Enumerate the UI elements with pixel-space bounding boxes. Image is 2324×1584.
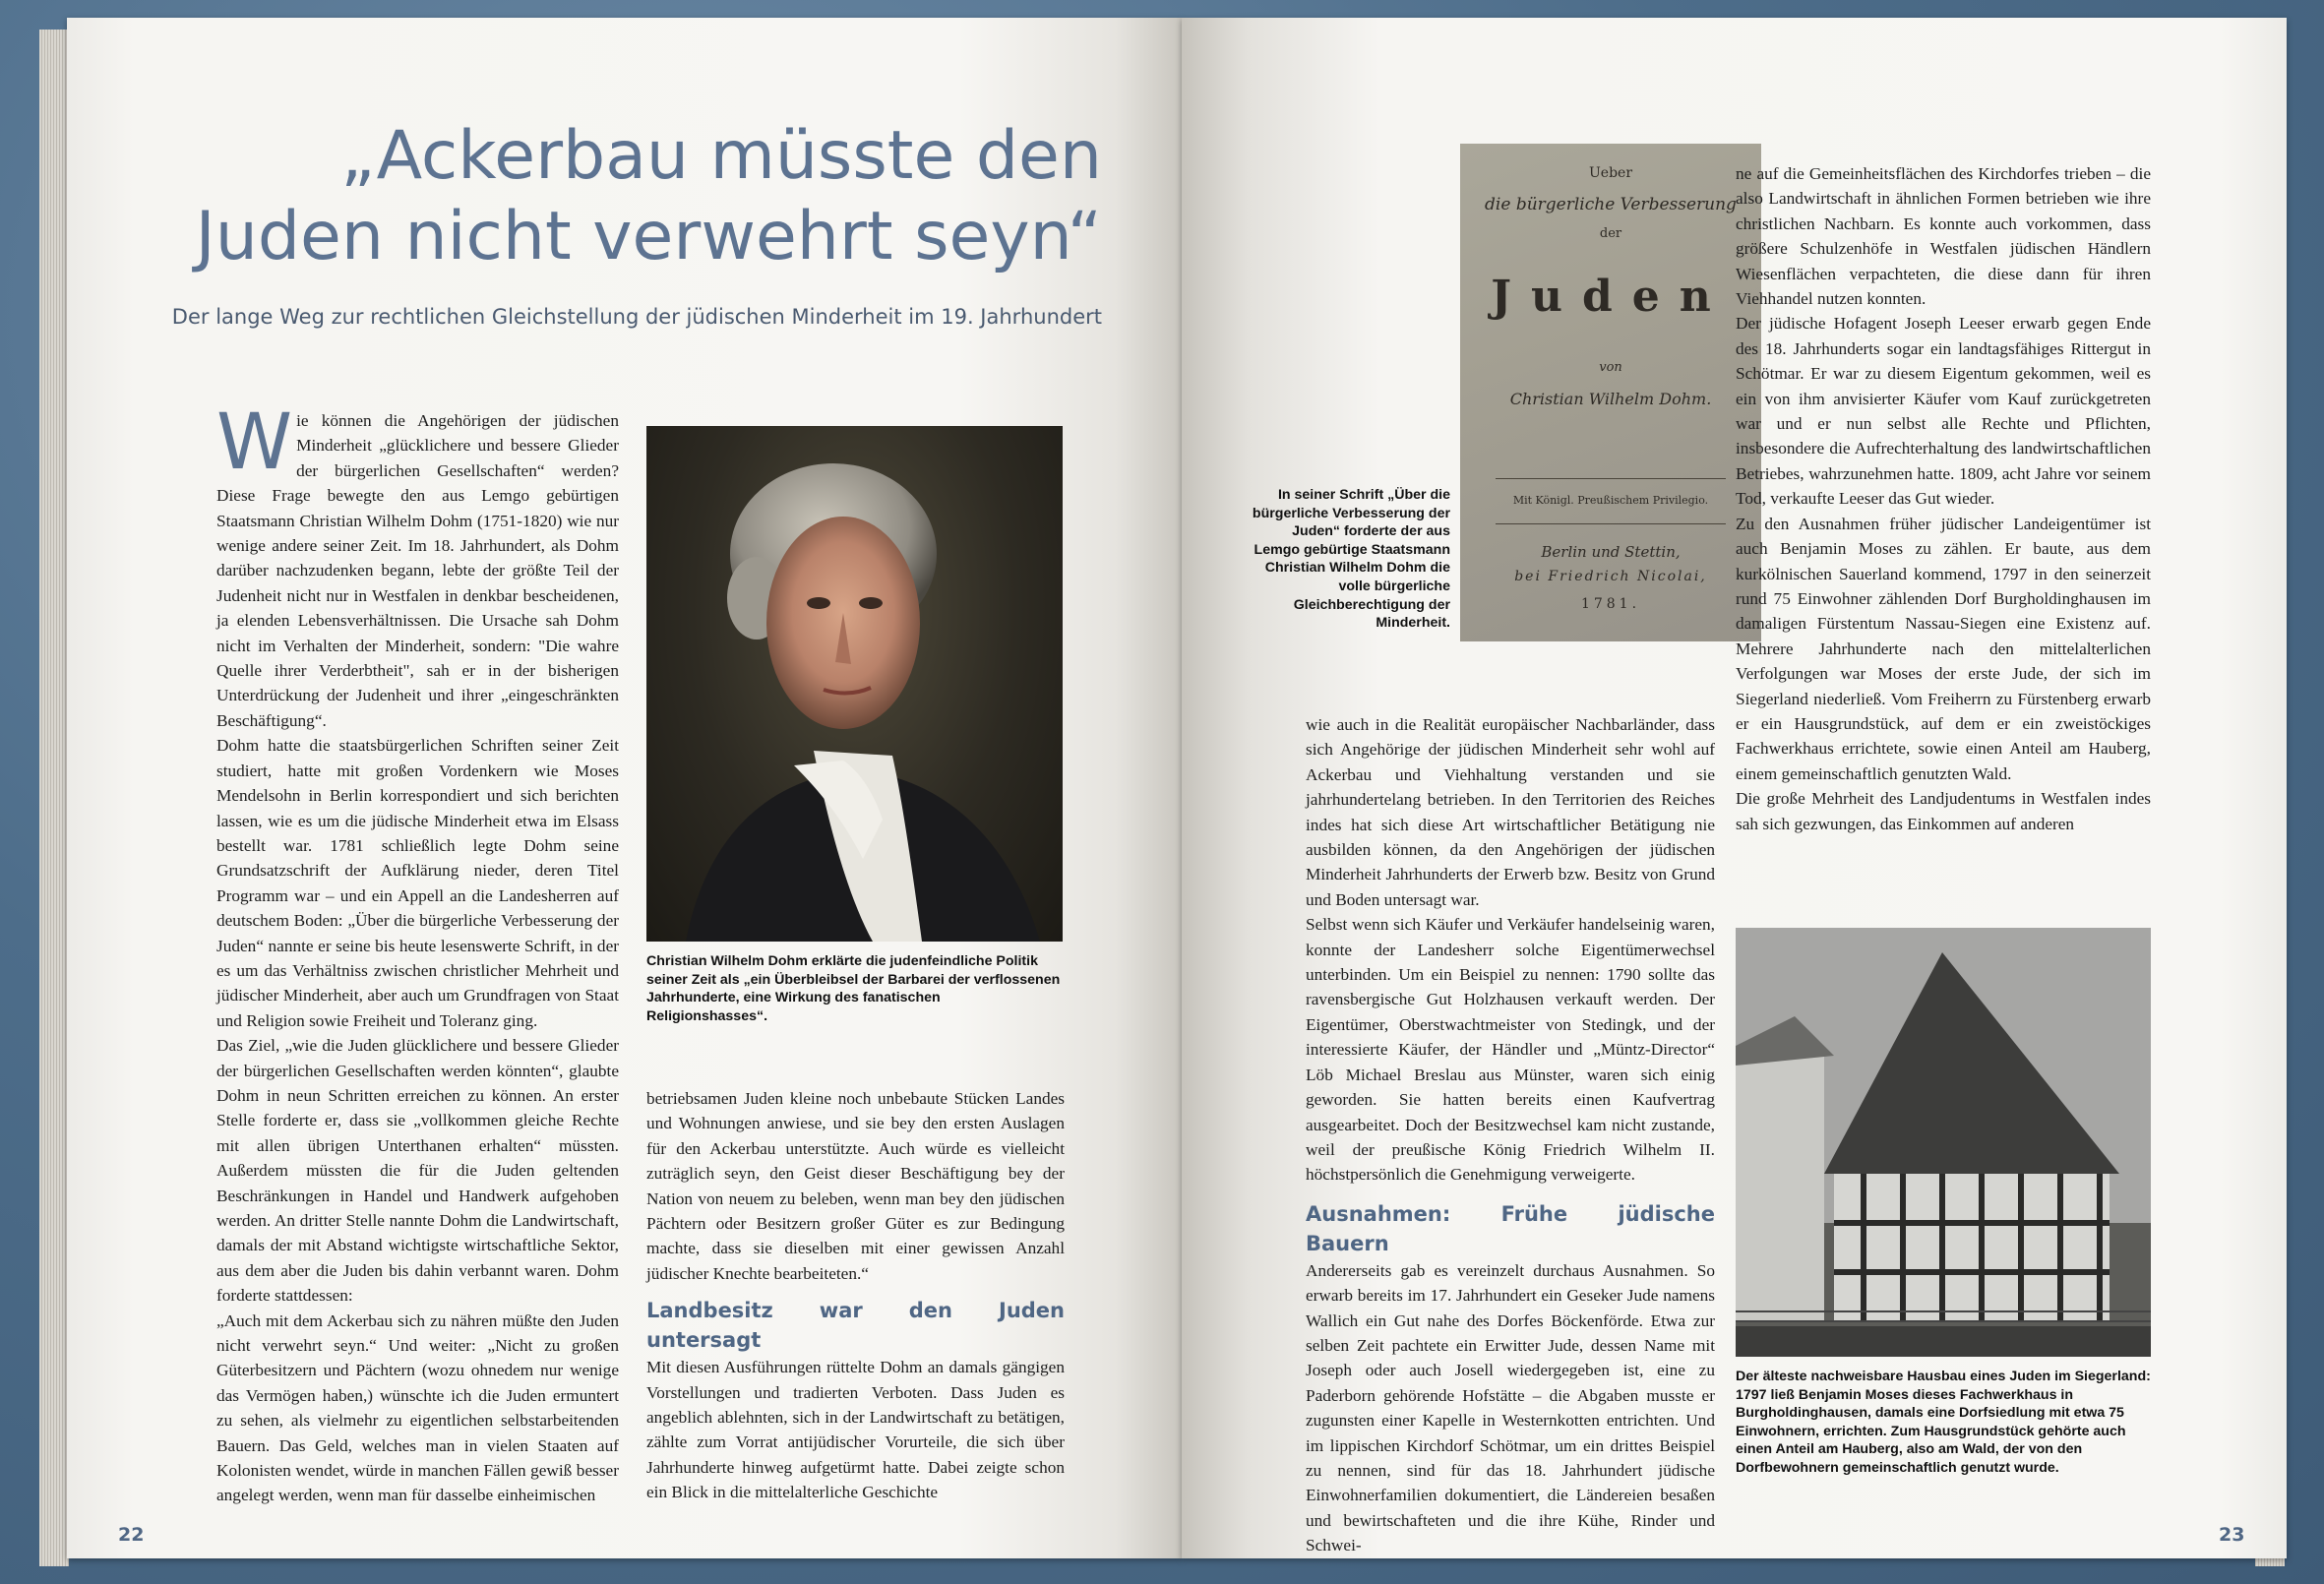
portrait-caption: Christian Wilhelm Dohm erklärte die judenfeindliche Politik seiner Zeit als „ein Überbleibsel der Barbarei der verflossenen Jahrhunderte, eine Wirkung des fanatischen Religionshasses“. (646, 953, 1061, 1024)
column-3 (1306, 712, 1715, 1558)
page-number: 23 (2219, 1524, 2245, 1546)
paragraph: Zu den Ausnahmen früher jüdischer Landeigentümer ist auch Benjamin Moses zu zählen. Er baute, aus dem kurkölnischen Sauerland kommend, 1797 in den seinerzeit rund 75 Einwohner zählenden Dorf Burgholdinghausen im damaligen Fürstentum Nassau-Siegen eine Existenz auf. Mehrere Jahrhunderte nach den mittelalterlichen Verfolgungen war Moses der erste Jude, der sich im Siegerland niederließ. Vom Freiherrn zu Fürstenberg erwarb er ein Hausgrundstück, auf dem er ein zweistöckiges Fachwerkhaus errichtete, sowie einen Anteil am Hauberg, einem gemeinschaftlich genutzten Wald. (1736, 514, 2151, 783)
doc-line: bei Friedrich Nicolai, (1514, 569, 1707, 584)
left-page (67, 18, 1182, 1558)
article-subtitle: Der lange Weg zur rechtlichen Gleichstellung der jüdischen Minderheit im 19. Jahrhundert (171, 305, 1102, 329)
paragraph: Die große Mehrheit des Landjudentums in Westfalen indes sah sich gezwungen, das Einkommen auf anderen (1736, 789, 2151, 833)
doc-line: Mit Königl. Preußischem Privilegio. (1512, 494, 1709, 507)
section-heading: Landbesitz war den Juden untersagt (646, 1299, 1065, 1353)
title-line-1: „Ackerbau müsste den (340, 117, 1102, 195)
house-photo (1736, 928, 2151, 1357)
drop-cap: W (216, 398, 293, 487)
doc-line: von (1599, 360, 1622, 375)
house-caption: Der älteste nachweisbare Hausbau eines Juden im Siegerland: 1797 ließ Benjamin Moses dieses Fachwerkhaus in Burgholdinghausen, damals eine Dorfsiedlung mit etwa 75 Einwohnern, errichten. Zum Hausgrundstück gehörte auch einen Anteil am Hauberg, also am Wald, der von den Dorfbewohnern gemeinschaftlich genutzt wurde. (1736, 1369, 2151, 1476)
paragraph: Wie können die Angehörigen der jüdischen Minderheit „glücklichere und bessere Glieder der bürgerlichen Gesellschaften“ werden? Diese Frage bewegte den aus Lemgo gebürtigen Staatsmann Christian Wilhelm Dohm (1751-1820) wie nur wenige andere seiner Zeit. Im 18. Jahrhundert, als Dohm darüber nachzudenken begann, lebte der größte Teil der Judenheit nicht nur in Westfalen in denkbar bescheidenen, ja elenden Lebensverhältnissen. Die Ursache sah Dohm nicht im Verhalten der Minderheit, sondern: "Die wahre Quelle ihrer Verderbtheit", sah er in der bisherigen Unterdrückung der Judenheit und ihrer „eingeschränkten Beschäftigung“. (216, 398, 619, 730)
page-edges-left (39, 30, 69, 1566)
doc-line: Christian Wilhelm Dohm. (1509, 390, 1712, 408)
section-heading: Ausnahmen: Frühe jüdische Bauern (1306, 1201, 1715, 1255)
magazine-spread (39, 18, 2285, 1566)
page-number: 22 (118, 1524, 145, 1546)
doc-rule (1496, 523, 1726, 524)
document-photo (1460, 144, 1761, 641)
paragraph: „Auch mit dem Ackerbau sich zu nähren müßte den Juden nicht verwehrt seyn.“ Und weiter: „Nicht zu großen Güterbesitzern und Pächtern (wozu ohnedem nur wenige das Vermögen haben,) wünschte ich die Juden ermuntert zu sehen, als vielmehr zu eigentlichen selbstarbeitenden Bauern. Das Geld, welches man in vielen Staaten auf Kolonisten wendet, würde in manchen Fällen gewiß besser angelegt werden, wenn man für dasselbe einheimischen (216, 1310, 619, 1505)
portrait-photo (646, 426, 1063, 942)
house-illustration (1736, 928, 2151, 1357)
column-2 (646, 1086, 1065, 1505)
doc-line: Juden (1491, 272, 1731, 322)
doc-line: der (1599, 226, 1622, 241)
paragraph: Selbst wenn sich Käufer und Verkäufer handelseinig waren, konnte der Landesherr solche Eigentümerwechsel unterbinden. Um ein Beispiel zu nennen: 1790 sollte das ravensbergische Gut Holzhausen verkauft werden. Der Eigentümer, Oberstwachtmeister von Stedingk, und der interessierte Käufer, der Händler und „Müntz-Director“ Löb Michael Breslau aus Münster, waren sich einig geworden. Sie hatten bereits einen Kaufvertrag ausgearbeitet. Doch der Besitzwechsel kam nicht zustande, weil der preußische König Friedrich Wilhelm II. höchstpersönlich die Genehmigung verweigerte. (1306, 915, 1715, 1185)
doc-line: die bürgerliche Verbesserung (1485, 195, 1737, 214)
doc-line: 1781. (1580, 596, 1641, 612)
article-title (157, 116, 1102, 277)
paragraph: Mit diesen Ausführungen rüttelte Dohm an damals gängigen Vorstellungen und tradierten Verboten. Dass Juden es angeblich ablehnten, sich in der Landwirtschaft zu betätigen, zählte zum Vorrat antijüdischer Vorurteile, die sich über Jahrhunderte hinweg aufgetürmt hatte. Dabei zeigte schon ein Blick in die mittelalterliche Geschichte (646, 1358, 1065, 1502)
paragraph: Der jüdische Hofagent Joseph Leeser erwarb gegen Ende des 18. Jahrhunderts sogar ein landtagsfähiges Rittergut in Schötmar. Er war zu diesem Eigentum gekommen, weil es ein von ihm anvisierter Käufer vom Kauf zurückgetreten war und er nun selbst alle Rechte und Pflichten, insbesondere die Aufrechterhaltung des landwirtschaftlichen Betriebes, wahrzunehmen hatte. 1809, acht Jahre vor seinem Tod, verkaufte Leeser das Gut wieder. (1736, 314, 2151, 509)
paragraph: wie auch in die Realität europäischer Nachbarländer, dass sich Angehörige der jüdischen Minderheit sehr wohl auf Ackerbau und Viehhaltung verstanden und sie jahrhundertelang betrieben. In den Territorien des Reiches indes hat sich diese Art wirtschaftlicher Betätigung nie ausbilden können, da den Angehörigen der jüdischen Minderheit Jahrhunderts der Erwerb bzw. Besitz von Grund und Boden untersagt war. (1306, 715, 1715, 909)
document-caption: In seiner Schrift „Über die bürgerliche Verbesserung der Juden“ forderte der aus Lemgo gebürtige Staatsmann Christian Wilhelm Dohm die volle bürgerliche Gleichberechtigung der Minderheit. (1252, 487, 1450, 632)
doc-line: Berlin und Stettin, (1541, 543, 1681, 561)
portrait-illustration (646, 426, 1063, 942)
paragraph: Das Ziel, „wie die Juden glücklichere und bessere Glieder der bürgerlichen Gesellschaften werden könnten“, glaubte Dohm in neun Schritten erreichen zu können. An erster Stelle forderte er, dass sie „vollkommen gleiche Rechte mit allen übrigen Unterthanen erhalten“ müssten. Außerdem müssten die für die Juden geltenden Beschränkungen in Handel und Handwerk aufgehoben werden. An dritter Stelle nannte Dohm die Landwirtschaft, damals der mit Abstand wichtigste wirtschaftliche Sektor, aus dem aber die Juden bis dahin verbannt waren. Dohm forderte stattdessen: (216, 1036, 619, 1306)
paragraph: Dohm hatte die staatsbürgerlichen Schriften seiner Zeit studiert, hatte mit großen Vordenkern wie Moses Mendelsohn in Berlin korrespondiert und sich berichten lassen, wie es um die jüdische Minderheit etwa im Elsass bestellt war. 1781 schließlich legte Dohm seine Grundsatzschrift der Aufklärung nieder, deren Titel Programm war – und ein Appell an die Landesherren auf deutschem Boden: „Über die bürgerliche Verbesserung der Juden“ nannte er seine bis heute lesenswerte Schrift, in der es um das Verhältniss zwischen christlicher Mehrheit und jüdischer Minderheit, aber auch um Grundfragen von Staat und Religion sowie Freiheit und Toleranz ging. (216, 736, 619, 1030)
paragraph: betriebsamen Juden kleine noch unbebaute Stücken Landes und Wohnungen anwiese, und sie bey den ersten Auslagen für den Ackerbau unterstützte. Auch würde es vielleicht zuträglich seyn, den Geist dieser Beschäftigung bey der Nation von neuem zu beleben, wenn man bey den jüdischen Pächtern oder Besitzern großer Güter es zur Bedingung machte, dass sie dieselben mit einer gewissen Anzahl jüdischer Knechte bearbeiteten.“ (646, 1089, 1065, 1283)
paragraph: Andererseits gab es vereinzelt durchaus Ausnahmen. So erwarb bereits im 17. Jahrhundert ein Geseker Jude namens Wallich ein Gut nahe des Dorfes Böckenförde. Etwa zur selben Zeit pachtete ein Erwitter Jude, dessen Name mit Joseph oder auch Josell wiedergegeben ist, eine zu Paderborn gehörende Hofstätte – die Abgaben musste er zugunsten einer Kapelle in Westernkotten entrichten. Und im lippischen Kirchdorf Schötmar, um ein drittes Beispiel zu nennen, sind für das 18. Jahrhundert jüdische Einwohnerfamilien dokumentiert, die Ländereien besaßen und bewirtschafteten und die ihre Kühe, Rinder und Schwei- (1306, 1260, 1715, 1555)
right-page (1182, 18, 2287, 1558)
doc-line: Ueber (1588, 165, 1633, 181)
title-line-2: Juden nicht verwehrt seyn“ (195, 198, 1102, 275)
doc-rule (1496, 478, 1726, 479)
column-1 (216, 398, 619, 1508)
column-4 (1736, 161, 2151, 836)
paragraph: ne auf die Gemeinheitsflächen des Kirchdorfes trieben – die also Landwirtschaft in ähnlichen Formen betrieben wie ihre christlichen Nachbarn. Es konnte auch vorkommen, dass größere Schulzenhöfe in Westfalen jüdischen Händlern Wiesenflächen verpachteten, die diese dann für ihren Viehhandel nutzen konnten. (1736, 164, 2151, 309)
